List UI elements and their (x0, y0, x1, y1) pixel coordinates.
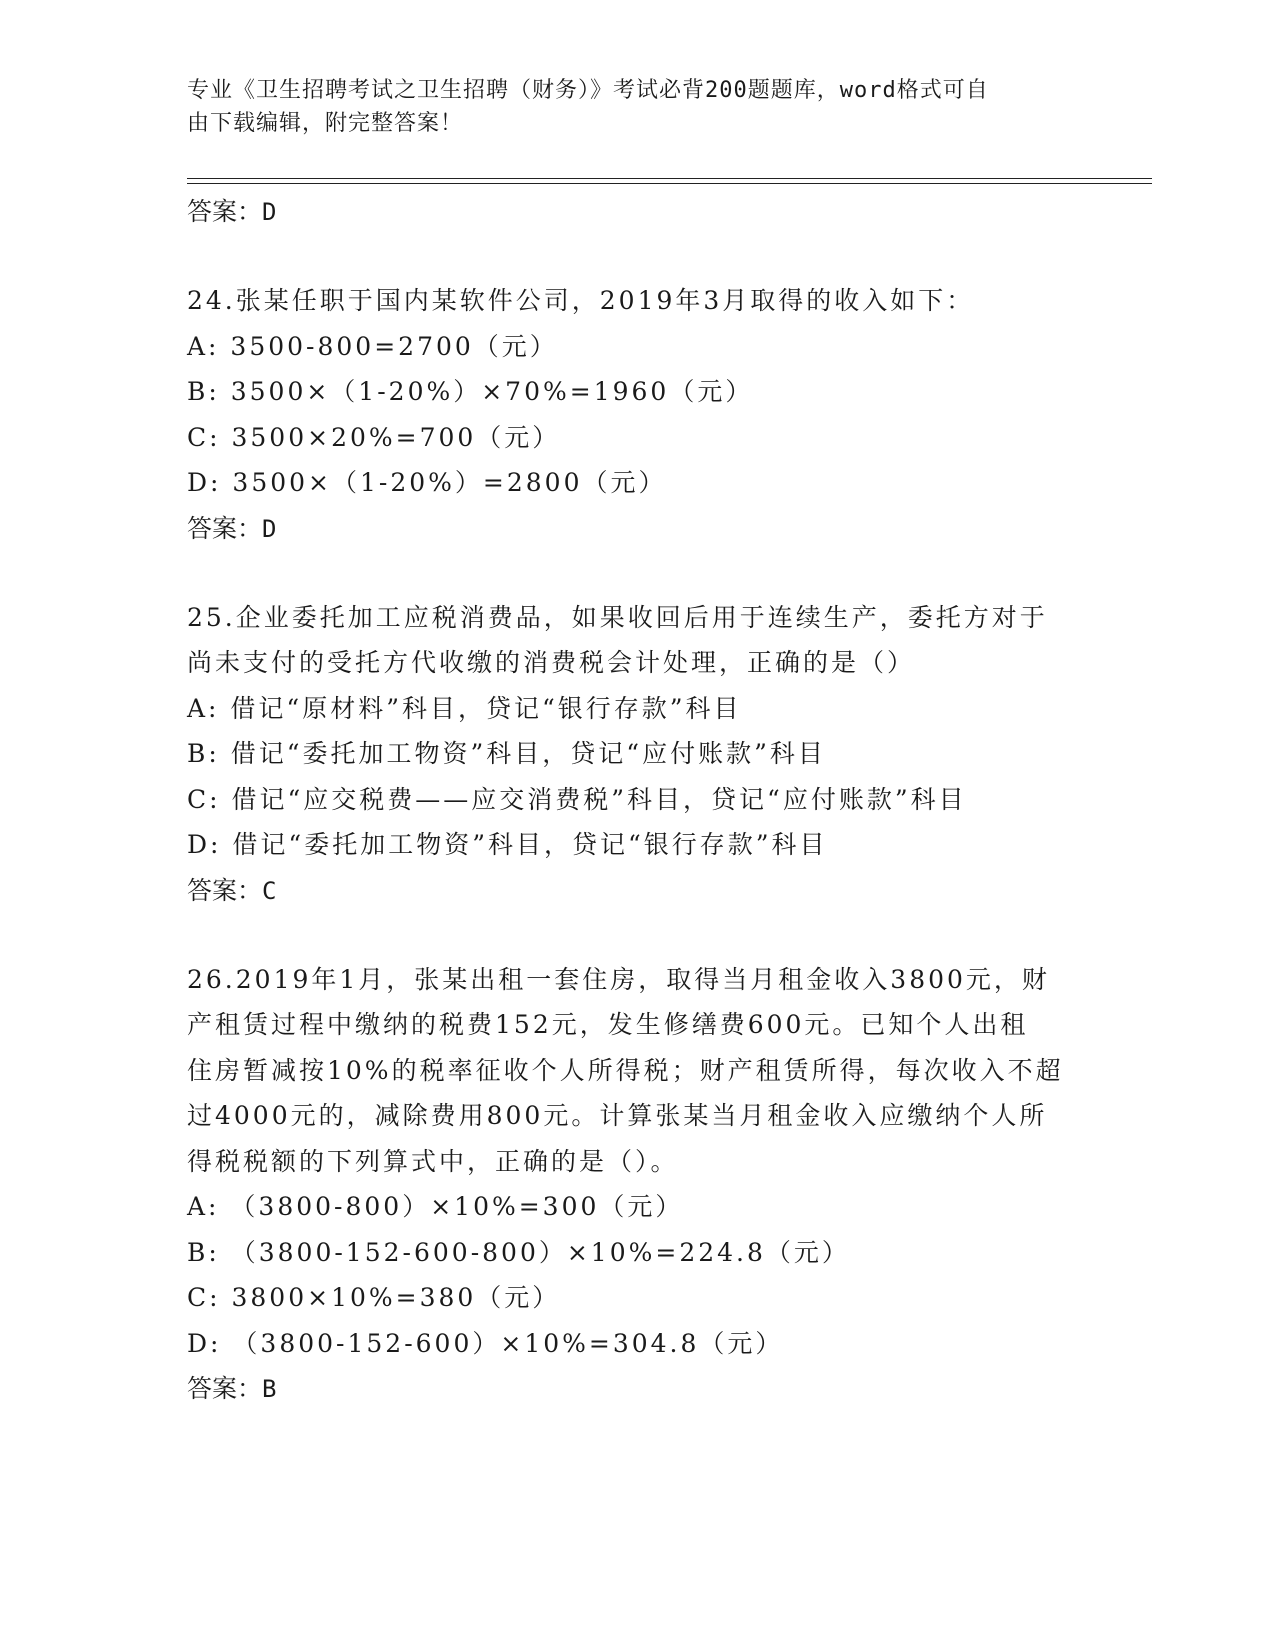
option-a: A: （3800-800）×10%=300（元） (187, 1192, 684, 1221)
answer-value: D (262, 198, 277, 226)
option-a: A: 3500-800=2700（元） (187, 331, 558, 361)
option-a: A: 借记“原材料”科目，贷记“银行存款”科目 (187, 693, 742, 723)
option-b: B: （3800-152-600-800）×10%=224.8（元） (187, 1237, 850, 1267)
question-26 (187, 957, 1087, 1413)
header-line-1: 专业《卫生招聘考试之卫生招聘（财务）》考试必背200题题库，word格式可自 (187, 78, 989, 103)
question-text: 得税税额的下列算式中，正确的是（）。 (187, 1146, 679, 1176)
answer-prefix: 答案： (187, 1374, 263, 1403)
previous-answer (187, 189, 1087, 235)
option-c: C: 借记“应交税费——应交消费税”科目，贷记“应付账款”科目 (187, 784, 967, 814)
option-c: C: 3800×10%=380（元） (187, 1283, 561, 1312)
answer-value: B (262, 1375, 277, 1403)
option-b: B: 借记“委托加工物资”科目，贷记“应付账款”科目 (187, 739, 826, 768)
answer-prefix: 答案： (187, 197, 263, 226)
question-text: 住房暂减按10%的税率征收个人所得税；财产租赁所得，每次收入不超 (187, 1055, 1064, 1085)
spacer (187, 552, 1087, 595)
question-text: 24.张某任职于国内某软件公司，2019年3月取得的收入如下： (187, 286, 975, 315)
question-text: 产租赁过程中缴纳的税费152元，发生修缮费600元。已知个人出租 (187, 1010, 1029, 1039)
answer-value: D (262, 514, 277, 543)
spacer (187, 914, 1087, 957)
option-d: D: 3500×（1-20%）=2800（元） (187, 468, 667, 497)
spacer (187, 235, 1087, 278)
question-answer (187, 868, 1087, 914)
option-b: B: 3500×（1-20%）×70%=1960（元） (187, 377, 754, 406)
question-24 (187, 278, 1087, 552)
page-header (187, 74, 1067, 140)
option-d: D: 借记“委托加工物资”科目，贷记“银行存款”科目 (187, 830, 828, 859)
answer-prefix: 答案： (187, 513, 263, 543)
option-d: D: （3800-152-600）×10%=304.8（元） (187, 1328, 784, 1358)
header-divider-bottom (187, 183, 1152, 184)
answer-value: C (262, 876, 277, 905)
question-text: 尚未支付的受托方代收缴的消费税会计处理，正确的是（） (187, 648, 916, 677)
header-line-2: 由下载编辑，附完整答案！ (187, 111, 464, 136)
question-text: 过4000元的，减除费用800元。计算张某当月租金收入应缴纳个人所 (187, 1101, 1048, 1130)
question-25 (187, 595, 1087, 914)
question-list (187, 189, 1087, 1412)
option-c: C: 3500×20%=700（元） (187, 422, 561, 452)
header-divider-top (187, 178, 1152, 179)
question-answer (187, 506, 1087, 552)
question-text: 25.企业委托加工应税消费品，如果收回后用于连续生产，委托方对于 (187, 602, 1048, 632)
question-text: 26.2019年1月，张某出租一套住房，取得当月租金收入3800元，财 (187, 964, 1050, 994)
question-answer (187, 1366, 1087, 1412)
answer-prefix: 答案： (187, 875, 263, 905)
